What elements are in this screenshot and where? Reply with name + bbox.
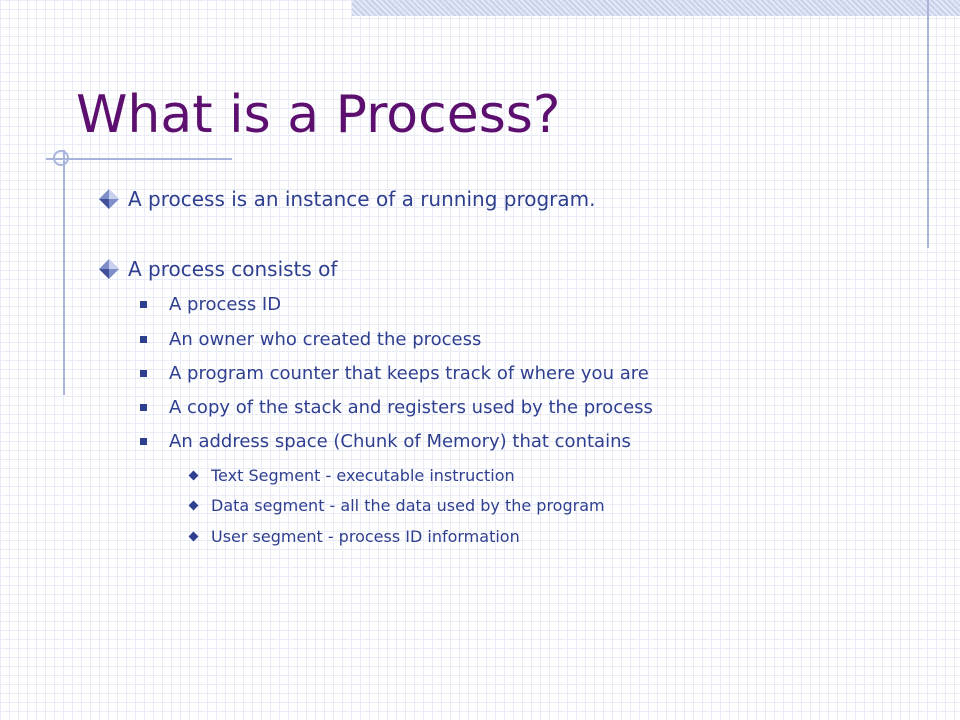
sub-bullet-item: [140, 429, 631, 453]
sub-sub-bullet-text: Data segment - all the data used by the program: [211, 495, 605, 515]
bullet-text: A process consists of: [128, 257, 338, 281]
square-bullet-icon: [140, 438, 147, 445]
sub-bullet-text: An owner who created the process: [169, 328, 482, 350]
corner-ring-icon: [53, 150, 69, 166]
left-accent-line: [63, 150, 65, 395]
sub-bullet-item: [140, 327, 481, 351]
title-underline: [46, 158, 232, 160]
bullet-text: A process is an instance of a running program.: [128, 187, 596, 211]
small-diamond-bullet-icon: [189, 531, 199, 541]
sub-sub-bullet-item: [188, 464, 515, 486]
square-bullet-icon: [140, 301, 147, 308]
sub-bullet-item: [140, 292, 281, 316]
sub-bullet-item: [140, 395, 653, 419]
square-bullet-icon: [140, 404, 147, 411]
sub-bullet-text: A program counter that keeps track of where you are: [169, 362, 649, 384]
sub-bullet-text: An address space (Chunk of Memory) that contains: [169, 430, 631, 452]
small-diamond-bullet-icon: [189, 500, 199, 510]
sub-sub-bullet-text: Text Segment - executable instruction: [211, 465, 515, 485]
slide-title: What is a Process?: [76, 85, 561, 145]
sub-bullet-item: [140, 361, 649, 385]
bullet-item: [98, 184, 595, 214]
sub-bullet-text: A copy of the stack and registers used by the process: [169, 396, 653, 418]
sub-sub-bullet-text: User segment - process ID information: [211, 526, 520, 546]
sub-sub-bullet-item: [188, 525, 520, 547]
top-hatched-bar: [352, 0, 960, 16]
diamond-bullet-icon: [98, 258, 120, 280]
diamond-bullet-icon: [98, 188, 120, 210]
sub-sub-bullet-item: [188, 494, 605, 516]
sub-bullet-text: A process ID: [169, 293, 282, 315]
square-bullet-icon: [140, 370, 147, 377]
right-accent-line: [927, 0, 929, 248]
bullet-item: [98, 254, 337, 284]
square-bullet-icon: [140, 336, 147, 343]
small-diamond-bullet-icon: [189, 470, 199, 480]
